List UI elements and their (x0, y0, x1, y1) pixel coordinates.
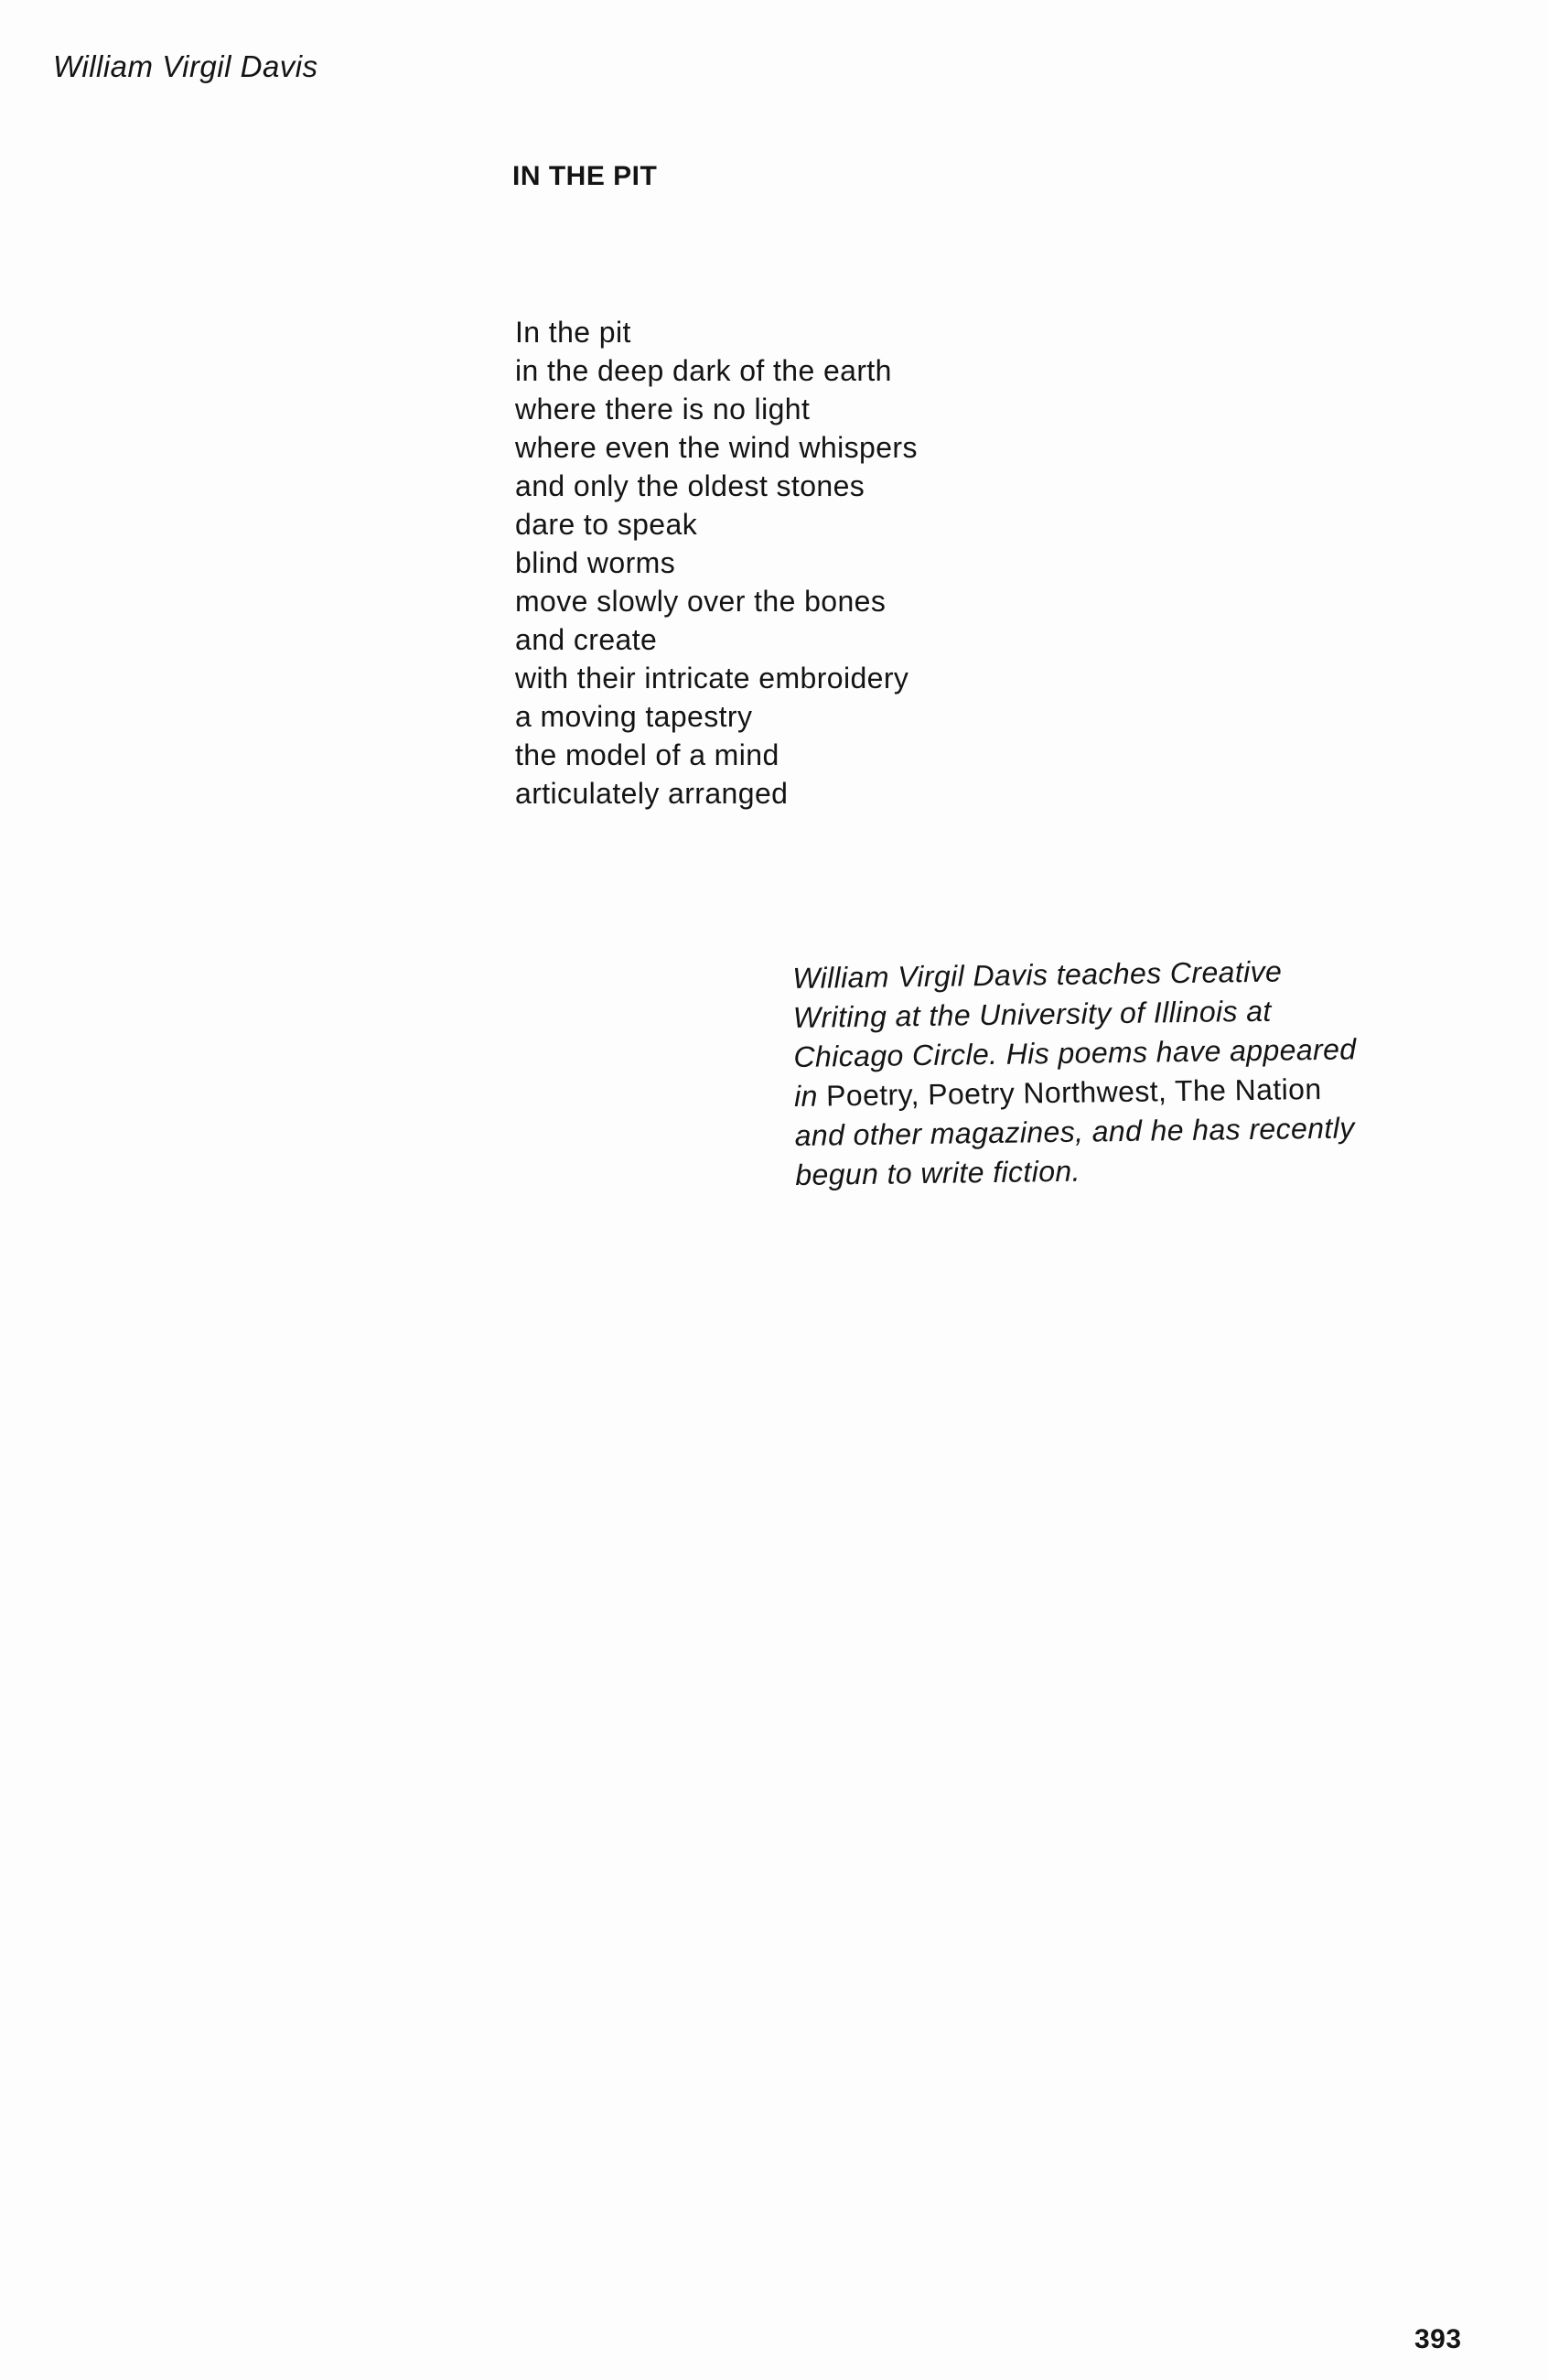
bio-publication-titles: Poetry, Poetry Northwest, The Nation (825, 1072, 1322, 1113)
bio-in-word: in (793, 1079, 819, 1113)
poem-line: and create (515, 623, 658, 656)
poem-line: with their intricate embroidery (515, 662, 909, 695)
poem-line: blind worms (515, 546, 676, 579)
bio-line: begun to write fiction. (795, 1154, 1081, 1191)
running-header-author: William Virgil Davis (53, 49, 318, 83)
page-number: 393 (1414, 2324, 1462, 2354)
poem-line: dare to speak (515, 508, 698, 541)
poem-line: the model of a mind (515, 738, 779, 771)
bio-line: William Virgil Davis teaches Creative (792, 954, 1283, 995)
poem-line: where even the wind whispers (515, 431, 918, 464)
poem-line: move slowly over the bones (515, 585, 887, 618)
bio-line: Writing at the University of Illinois at (792, 994, 1272, 1034)
poem-line: articulately arranged (515, 777, 789, 810)
poem-line: In the pit (515, 316, 631, 349)
author-bio (792, 950, 1455, 1195)
bio-line: Chicago Circle. His poems have appeared (793, 1032, 1357, 1073)
bio-line: and other magazines, and he has recently (794, 1111, 1355, 1152)
poem-title: IN THE PIT (512, 161, 658, 191)
poem-line: in the deep dark of the earth (515, 354, 892, 387)
poem-body (515, 313, 918, 813)
poem-line: a moving tapestry (515, 700, 753, 733)
poem-line: where there is no light (515, 393, 811, 425)
poem-line: and only the oldest stones (515, 469, 865, 502)
